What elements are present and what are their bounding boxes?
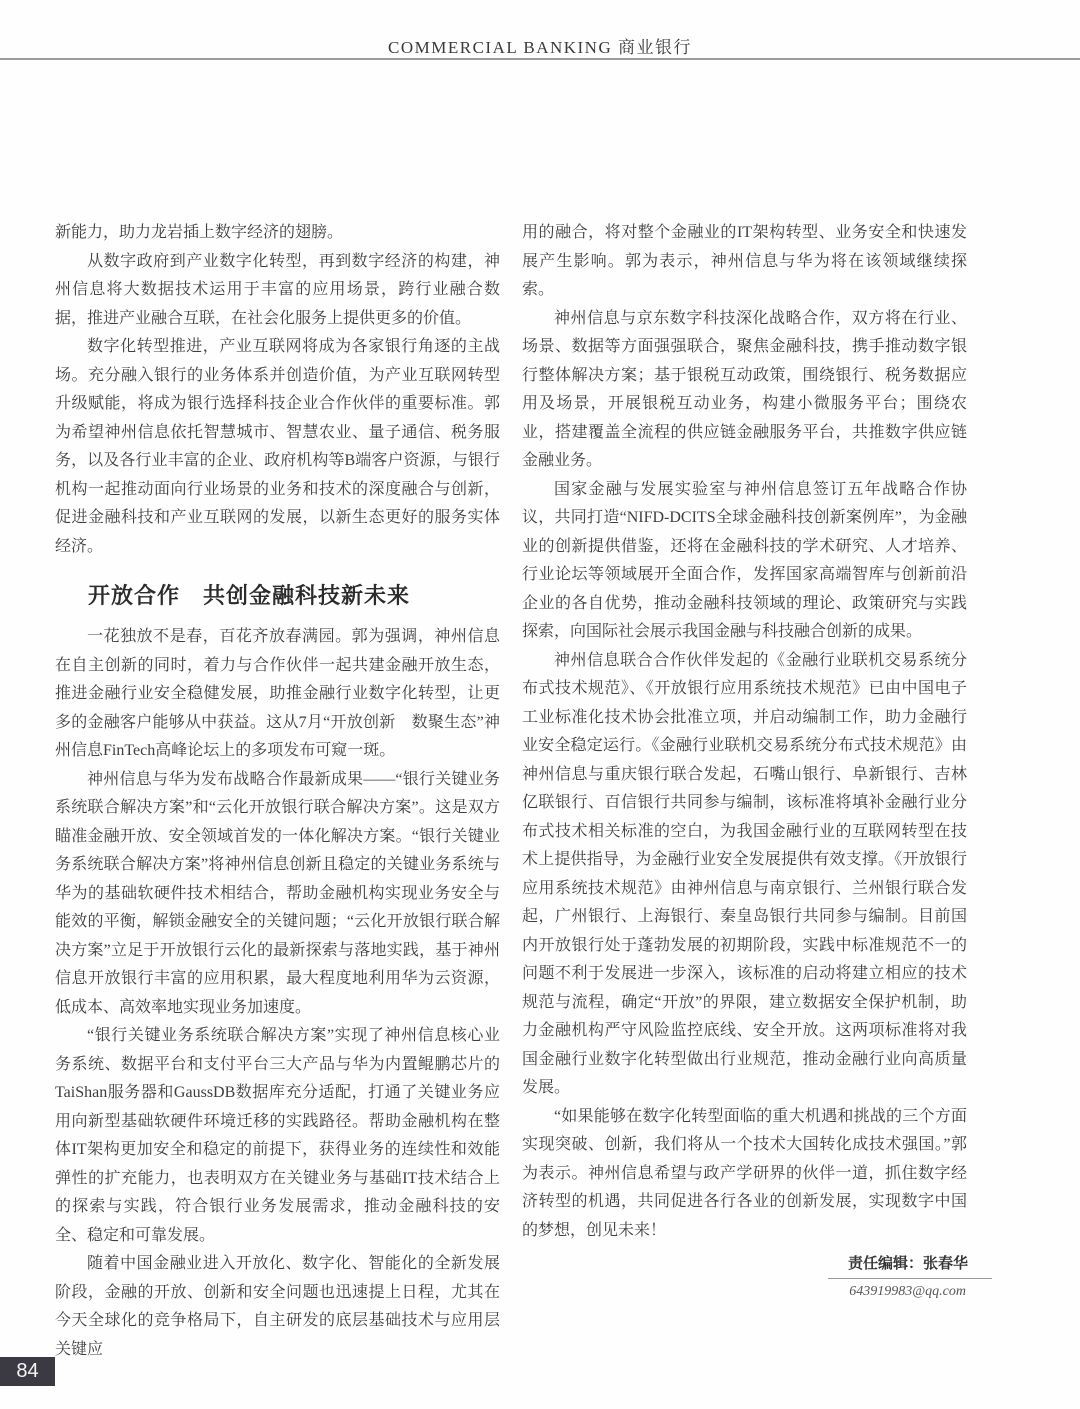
paragraph: 随着中国金融业进入开放化、数字化、智能化的全新发展阶段，金融的开放、创新和安全问题也迅速提上日程，尤其在今天全球化的竞争格局下，自主研发的底层基础技术与应用层关键应 <box>55 1255 500 1358</box>
page-header-title: COMMERCIAL BANKING 商业银行 <box>388 38 692 57</box>
paragraph: 一花独放不是春，百花齐放春满园。郭为强调，神州信息在自主创新的同时，着力与合作伙伴一起共建金融开放生态，推进金融行业安全稳健发展，助推金融行业数字化转型，让更多的金融客户能够从中获益。这从7月“开放创新 数聚生态”神州信息FinTech高峰论坛上的多项发布可窥一斑。 <box>55 628 500 759</box>
paragraph: 神州信息与京东数字科技深化战略合作，双方将在行业、场景、数据等方面强强联合，聚焦金融科技，携手推动数字银行整体解决方案；基于银税互动政策，围绕银行、税务数据应用及场景，开展银税互动业务，构建小微服务平台；围绕农业，搭建覆盖全流程的供应链金融服务平台，共推数字供应链金融业务。 <box>522 309 967 469</box>
editor-credit <box>828 1253 992 1302</box>
editor-email: 643919983@qq.com <box>849 1284 966 1299</box>
paragraph: 数字化转型推进，产业互联网将成为各家银行角逐的主战场。充分融入银行的业务体系并创造价值，为产业互联网转型升级赋能，将成为银行选择科技企业合作伙伴的重要标准。郭为希望神州信息依托智慧城市、智慧农业、量子通信、税务服务，以及各行业丰富的企业、政府机构等B端客户资源，与银行机构一起推动面向行业场景的业务和技术的深度融合与创新，促进金融科技和产业互联网的发展，以新生态更好的服务实体经济。 <box>55 338 500 555</box>
paragraph: 用的融合，将对整个金融业的IT架构转型、业务安全和快速发展产生影响。郭为表示，神州信息与华为将在该领域继续探索。 <box>522 224 967 298</box>
header-divider <box>0 58 1080 60</box>
paragraph: “银行关键业务系统联合解决方案”实现了神州信息核心业务系统、数据平台和支付平台三大产品与华为内置鲲鹏芯片的TaiShan服务器和GaussDB数据库充分适配，打通了关键业务应用向新型基础软硬件环境迁移的实践路径。帮助金融机构在整体IT架构更加安全和稳定的前提下，获得业务的连续性和效能弹性的扩充能力，也表明双方在关键业务与基础IT技术结合上的探索与实践，符合银行业务发展需求，推动金融科技的安全、稳定和可靠发展。 <box>55 1027 500 1244</box>
paragraph: 从数字政府到产业数字化转型，再到数字经济的构建，神州信息将大数据技术运用于丰富的应用场景，跨行业融合数据，推进产业融合互联，在社会化服务上提供更多的价值。 <box>55 252 500 327</box>
article-section-heading: 开放合作 共创金融科技新未来 <box>88 583 411 608</box>
right-column <box>522 219 967 1364</box>
paragraph: “如果能够在数字化转型面临的重大机遇和挑战的三个方面实现突破、创新，我们将从一个技术大国转化成技术强国。”郭为表示。神州信息希望与政产学研界的伙伴一道，抓住数字经济转型的机遇，共同促进各行各业的创新发展，实现数字中国的梦想，创见未来！ <box>522 1107 967 1239</box>
paragraph: 国家金融与发展实验室与神州信息签订五年战略合作协议，共同打造“NIFD-DCITS全球金融科技创新案例库”，为金融业的创新提供借鉴，还将在金融科技的学术研究、人才培养、行业论坛等领域展开全面合作，发挥国家高端智库与创新前沿企业的各自优势，推动金融科技领域的理论、政策研究与实践探索，向国际社会展示我国金融与科技融合创新的成果。 <box>522 480 967 640</box>
paragraph: 新能力，助力龙岩插上数字经济的翅膀。 <box>55 224 344 241</box>
article-body <box>55 219 967 1364</box>
left-column <box>55 219 500 1364</box>
page-number-badge: 84 <box>0 1357 55 1386</box>
paragraph: 神州信息与华为发布战略合作最新成果——“银行关键业务系统联合解决方案”和“云化开放银行联合解决方案”。这是双方瞄准金融开放、安全领域首发的一体化解决方案。“银行关键业务系统联合解决方案”将神州信息创新且稳定的关键业务系统与华为的基础软硬件技术相结合，帮助金融机构实现业务安全与能效的平衡，解锁金融安全的关键问题；“云化开放银行联合解决方案”立足于开放银行云化的最新探索与落地实践，基于神州信息开放银行丰富的应用积累，最大程度地利用华为云资源，低成本、高效率地实现业务加速度。 <box>55 770 500 1016</box>
paragraph: 神州信息联合合作伙伴发起的《金融行业联机交易系统分布式技术规范》、《开放银行应用系统技术规范》已由中国电子工业标准化技术协会批准立项，并启动编制工作，助力金融行业安全稳定运行。《金融行业联机交易系统分布式技术规范》由神州信息与重庆银行联合发起，石嘴山银行、阜新银行、吉林亿联银行、百信银行共同参与编制，该标准将填补金融行业分布式技术相关标准的空白，为我国金融行业的互联网转型在技术上提供指导，为金融行业安全发展提供有效支撑。《开放银行应用系统技术规范》由神州信息与南京银行、兰州银行联合发起，广州银行、上海银行、秦皇岛银行共同参与编制。目前国内开放银行处于蓬勃发展的初期阶段，实践中标准规范不一的问题不利于发展进一步深入，该标准的启动将建立相应的技术规范与流程，确定“开放”的界限，建立数据安全保护机制，助力金融机构严守风险监控底线、安全开放。这两项标准将对我国金融行业数字化转型做出行业规范，推动金融行业向高质量发展。 <box>522 651 967 1096</box>
editor-name: 责任编辑：张春华 <box>847 1255 968 1272</box>
